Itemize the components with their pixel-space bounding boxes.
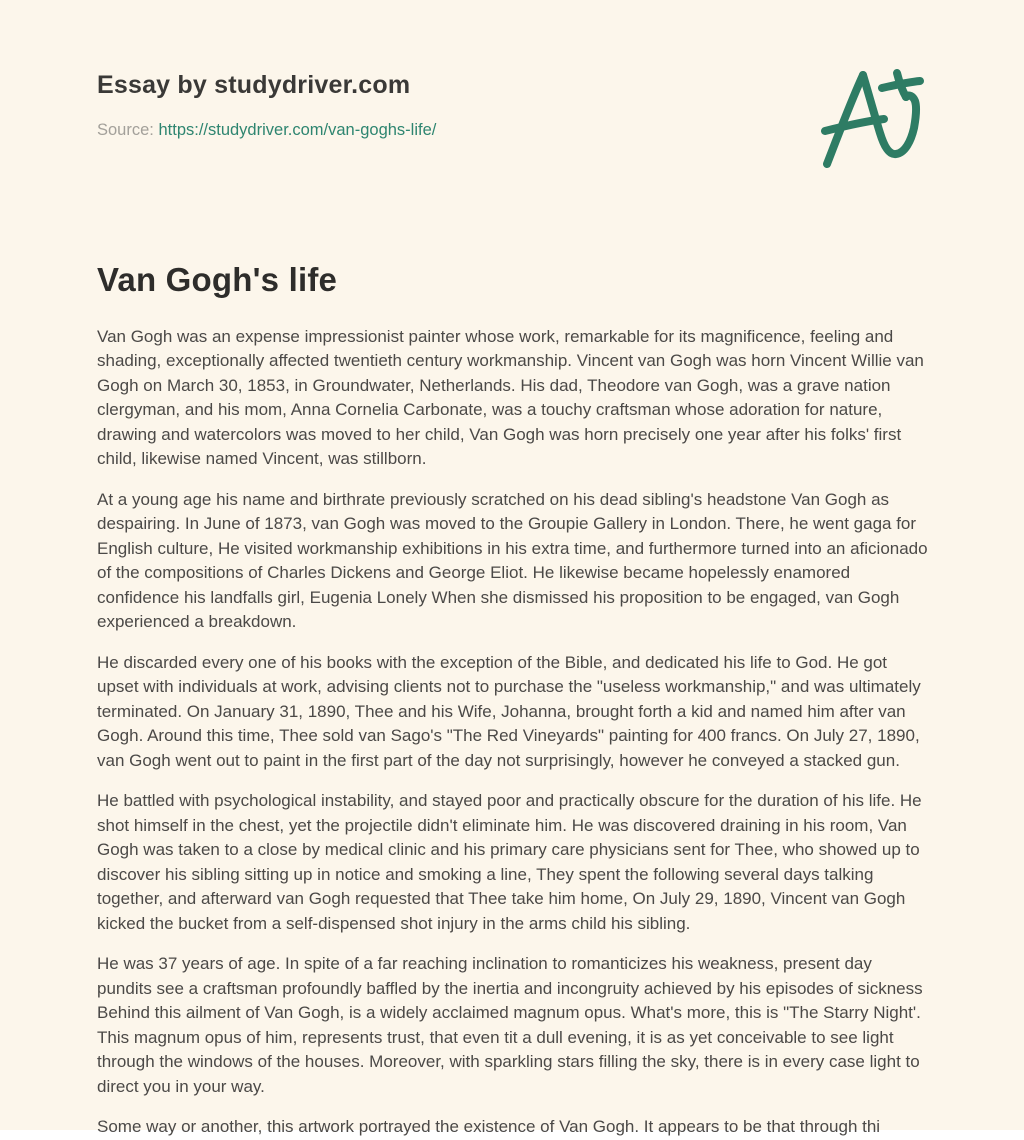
source-line [97,119,930,141]
essay-paragraph: He was 37 years of age. In spite of a far reaching inclination to romanticizes his weakness, present day pundits see a craftsman profoundly baffled by the inertia and incongruity achieved by his episodes of sickness Behind this ailment of Van Gogh, is a widely acclaimed magnum opus. What's more, this is "The Starry Night'. This magnum opus of him, represents trust, that even tit a dull evening, it is as yet conceivable to see light through the windows of the houses. Moreover, with sparkling stars filling the sky, there is in every case light to direct you in your way. [97,954,923,1096]
essay-paragraph: He discarded every one of his books with the exception of the Bible, and dedicated his life to God. He got upset with individuals at work, advising clients not to purchase the "useless workmanship," and was ultimately terminated. On January 31, 1890, Thee and his Wife, Johanna, brought forth a kid and named him after van Gogh. Around this time, Thee sold van Sago's "The Red Vineyards" painting for 400 francs. On July 27, 1890, van Gogh went out to paint in the first part of the day not surprisingly, however he conveyed a stacked gun. [97,652,921,770]
page-header-title: Essay by studydriver.com [97,71,411,99]
essay-paragraph: At a young age his name and birthrate previously scratched on his dead sibling's headstone Van Gogh as despairing. In June of 1873, van Gogh was moved to the Groupie Gallery in London. There, he went gaga for English culture, He visited workmanship exhibitions in his extra time, and furthermore turned into an aficionado of the compositions of Charles Dickens and George Eliot. He likewise became hopelessly enamored confidence his landfalls girl, Eugenia Lonely When she dismissed his proposition to be engaged, van Gogh experienced a breakdown. [97,489,928,632]
essay-paragraph: Van Gogh was an expense impressionist painter whose work, remarkable for its magnificence, feeling and shading, exceptionally affected twentieth century workmanship. Vincent van Gogh was horn Vincent Willie van Gogh on March 30, 1853, in Groundwater, Netherlands. His dad, Theodore van Gogh, was a grave nation clergyman, and his mom, Anna Cornelia Carbonate, was a touchy craftsman whose adoration for nature, drawing and watercolors was moved to her child, Van Gogh was horn precisely one year after his folks' first child, likewise named Vincent, was stillborn. [97,326,924,469]
studydriver-a-plus-logo-icon [817,67,962,172]
essay-title: Van Gogh's life [97,261,338,298]
essay-paragraph: Some way or another, this artwork portrayed the existence of Van Gogh. It appears to be that through thi [97,1117,881,1137]
essay-paragraph: He battled with psychological instability, and stayed poor and practically obscure for the duration of his life. He shot himself in the chest, yet the projectile didn't eliminate him. He was discovered draining in his room, Van Gogh was taken to a close by medical clinic and his primary care physicians sent for Thee, who showed up to discover his sibling sitting up in notice and smoking a line, They spent the following several days talking together, and afterward van Gogh requested that Thee take him home, On July 29, 1890, Vincent van Gogh kicked the bucket from a self-dispensed shot injury in the arms child his sibling. [97,791,922,933]
source-label: Source: [97,121,154,139]
source-url-link[interactable]: https://studydriver.com/van-goghs-life/ [158,121,437,139]
essay-body [97,325,930,1140]
